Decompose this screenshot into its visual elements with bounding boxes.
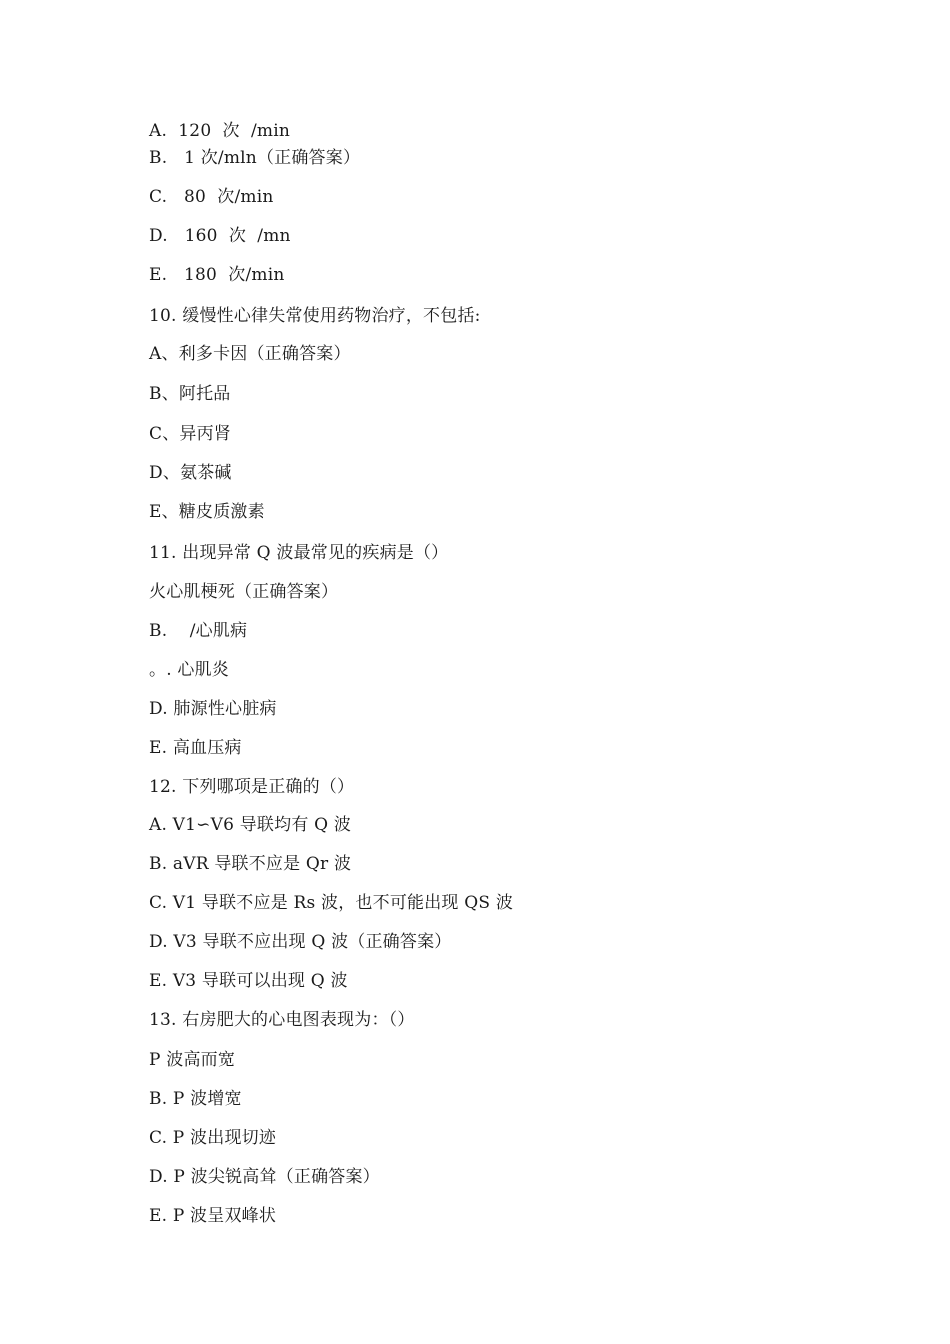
q10-option-e: E、糖皮质激素 — [149, 502, 265, 522]
q13-option-c: C. P 波出现切迹 — [149, 1128, 277, 1148]
q9-option-a: A. 120 次 /min — [149, 121, 290, 141]
q11-option-c: 。. 心肌炎 — [149, 660, 230, 680]
q13-option-a: P 波高而宽 — [149, 1050, 236, 1070]
q10-question: 10. 缓慢性心律失常使用药物治疗，不包括: — [149, 306, 481, 326]
q13-option-e: E. P 波呈双峰状 — [149, 1206, 277, 1226]
q10-option-d: D、氨茶碱 — [149, 463, 232, 483]
q13-option-b: B. P 波增宽 — [149, 1089, 242, 1109]
q11-option-a: 火心肌梗死（正确答案） — [149, 582, 339, 602]
q12-option-b: B. aVR 导联不应是 Qr 波 — [149, 854, 352, 874]
q10-option-b: B、阿托品 — [149, 384, 231, 404]
q9-option-b: B. 1 次/mln（正确答案） — [149, 148, 361, 168]
q12-option-e: E. V3 导联可以出现 Q 波 — [149, 971, 348, 991]
q11-option-d: D. 肺源性心脏病 — [149, 699, 277, 719]
q10-option-a: A、利多卡因（正确答案） — [149, 344, 351, 364]
q11-option-e: E. 高血压病 — [149, 738, 242, 758]
q11-question: 11. 出现异常 Q 波最常见的疾病是（） — [149, 543, 449, 563]
q12-option-c: C. V1 导联不应是 Rs 波，也不可能出现 QS 波 — [149, 893, 514, 913]
q9-option-d: D. 160 次 /mn — [149, 226, 291, 246]
q12-option-d: D. V3 导联不应出现 Q 波（正确答案） — [149, 932, 452, 952]
q9-option-c: C. 80 次/min — [149, 187, 274, 207]
q13-question: 13. 右房肥大的心电图表现为：（） — [149, 1010, 415, 1030]
q11-option-b: B. /心肌病 — [149, 621, 248, 641]
q9-option-e: E. 180 次/min — [149, 265, 285, 285]
q10-option-c: C、异丙肾 — [149, 424, 232, 444]
q12-option-a: A. V1∽V6 导联均有 Q 波 — [149, 815, 352, 835]
q12-question: 12. 下列哪项是正确的（） — [149, 777, 355, 797]
q13-option-d: D. P 波尖锐高耸（正确答案） — [149, 1167, 380, 1187]
